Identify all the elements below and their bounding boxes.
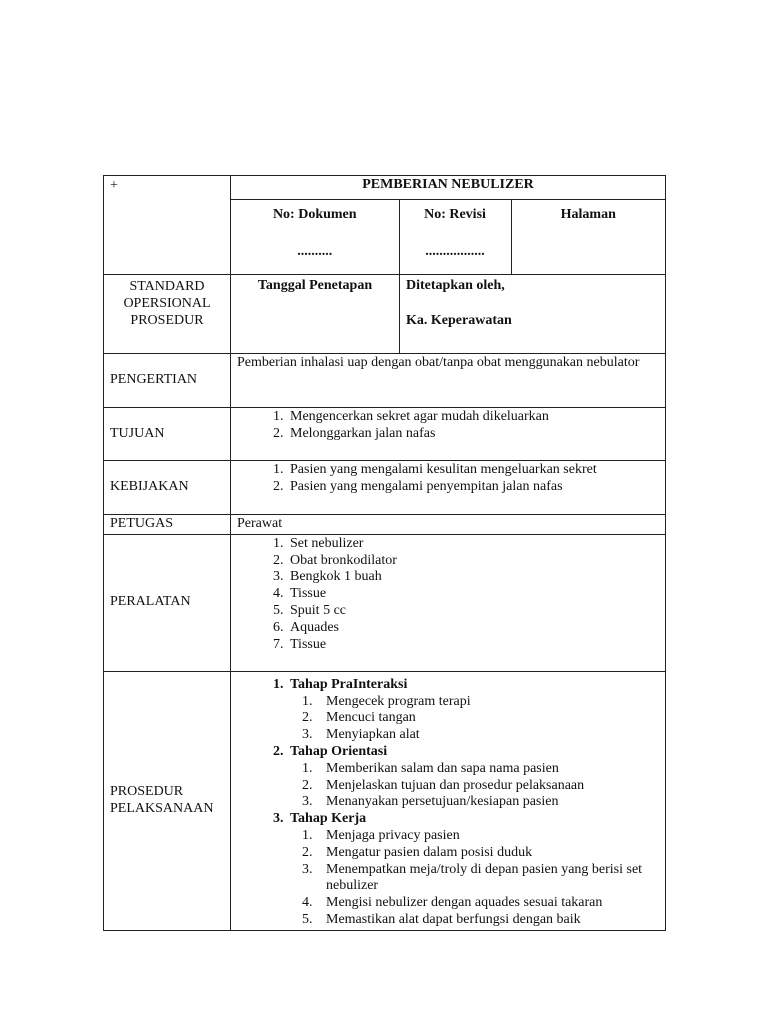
ditetapkan-label: Ditetapkan oleh, <box>406 278 505 293</box>
list-item: 2. Menjelaskan tujuan dan prosedur pelaksanaan <box>316 778 659 795</box>
list-item: 1. Mengencerkan sekret agar mudah dikeluarkan <box>287 409 659 426</box>
list-item: 2. Pasien yang mengalami penyempitan jalan nafas <box>287 479 659 496</box>
list-item: 6. Aquades <box>287 620 659 637</box>
step-title: Tahap PraInteraksi <box>290 676 408 692</box>
list-item: 2. Mengatur pasien dalam posisi duduk <box>316 845 659 862</box>
list-item: 3. Bengkok 1 buah <box>287 569 659 586</box>
no-dokumen-cell <box>231 200 399 274</box>
tanggal-penetapan: Tanggal Penetapan <box>231 275 400 353</box>
kebijakan-content <box>231 461 666 515</box>
petugas-label: PETUGAS <box>104 515 231 535</box>
list-item: 5. Spuit 5 cc <box>287 603 659 620</box>
list-item: 1. Set nebulizer <box>287 536 659 553</box>
tujuan-content <box>231 408 666 461</box>
step-kerja <box>287 811 659 929</box>
standard-label: STANDARD OPERSIONAL PROSEDUR <box>104 275 231 354</box>
peralatan-list <box>237 536 659 654</box>
list-item: 3. Menempatkan meja/troly di depan pasien yang berisi set nebulizer <box>316 862 659 896</box>
no-dokumen-value: .......... <box>297 243 333 259</box>
pengertian-text: Pemberian inhalasi uap dengan obat/tanpa obat menggunakan nebulator <box>231 354 666 408</box>
peralatan-content <box>231 534 666 671</box>
halaman-label: Halaman <box>560 207 616 222</box>
sop-table <box>103 175 666 931</box>
list-item: 7. Tissue <box>287 637 659 654</box>
list-item: 1. Menjaga privacy pasien <box>316 828 659 845</box>
no-revisi-label: No: Revisi <box>424 207 486 222</box>
step-items <box>290 761 659 811</box>
list-item: 2. Mencuci tangan <box>316 710 659 727</box>
document-title: PEMBERIAN NEBULIZER <box>231 176 666 200</box>
pengertian-label: PENGERTIAN <box>104 354 231 408</box>
list-item: 3. Menanyakan persetujuan/kesiapan pasien <box>316 794 659 811</box>
peralatan-label: PERALATAN <box>104 534 231 671</box>
list-item: 5. Memastikan alat dapat berfungsi dengan baik <box>316 912 659 929</box>
list-item: 1. Memberikan salam dan sapa nama pasien <box>316 761 659 778</box>
no-revisi-value: ................. <box>425 243 485 259</box>
step-praintraksi <box>287 677 659 744</box>
kebijakan-list <box>237 462 659 496</box>
prosedur-steps <box>237 677 659 929</box>
prosedur-content <box>231 671 666 930</box>
document-meta <box>231 200 666 275</box>
list-item: 4. Mengisi nebulizer dengan aquades sesuai takaran <box>316 895 659 912</box>
list-item: 3. Menyiapkan alat <box>316 727 659 744</box>
no-dokumen-label: No: Dokumen <box>272 207 357 222</box>
step-orientasi <box>287 744 659 811</box>
header-mark: + <box>104 176 231 275</box>
step-items <box>290 694 659 744</box>
list-item: 2. Obat bronkodilator <box>287 553 659 570</box>
list-item: 4. Tissue <box>287 586 659 603</box>
list-item: 1. Mengecek program terapi <box>316 694 659 711</box>
prosedur-label: PROSEDUR PELAKSANAAN <box>104 671 231 930</box>
ditetapkan-cell <box>400 275 666 353</box>
petugas-text: Perawat <box>231 515 666 535</box>
identity-meta <box>231 275 666 354</box>
step-items <box>290 828 659 929</box>
step-title: Tahap Kerja <box>290 811 367 827</box>
halaman-cell <box>511 200 665 274</box>
tujuan-list <box>237 409 659 443</box>
tujuan-label: TUJUAN <box>104 408 231 461</box>
list-item: 2. Melonggarkan jalan nafas <box>287 426 659 443</box>
ditetapkan-by: Ka. Keperawatan <box>406 312 512 328</box>
kebijakan-label: KEBIJAKAN <box>104 461 231 515</box>
list-item: 1. Pasien yang mengalami kesulitan mengeluarkan sekret <box>287 462 659 479</box>
no-revisi-cell <box>399 200 511 274</box>
step-title: Tahap Orientasi <box>290 743 388 759</box>
